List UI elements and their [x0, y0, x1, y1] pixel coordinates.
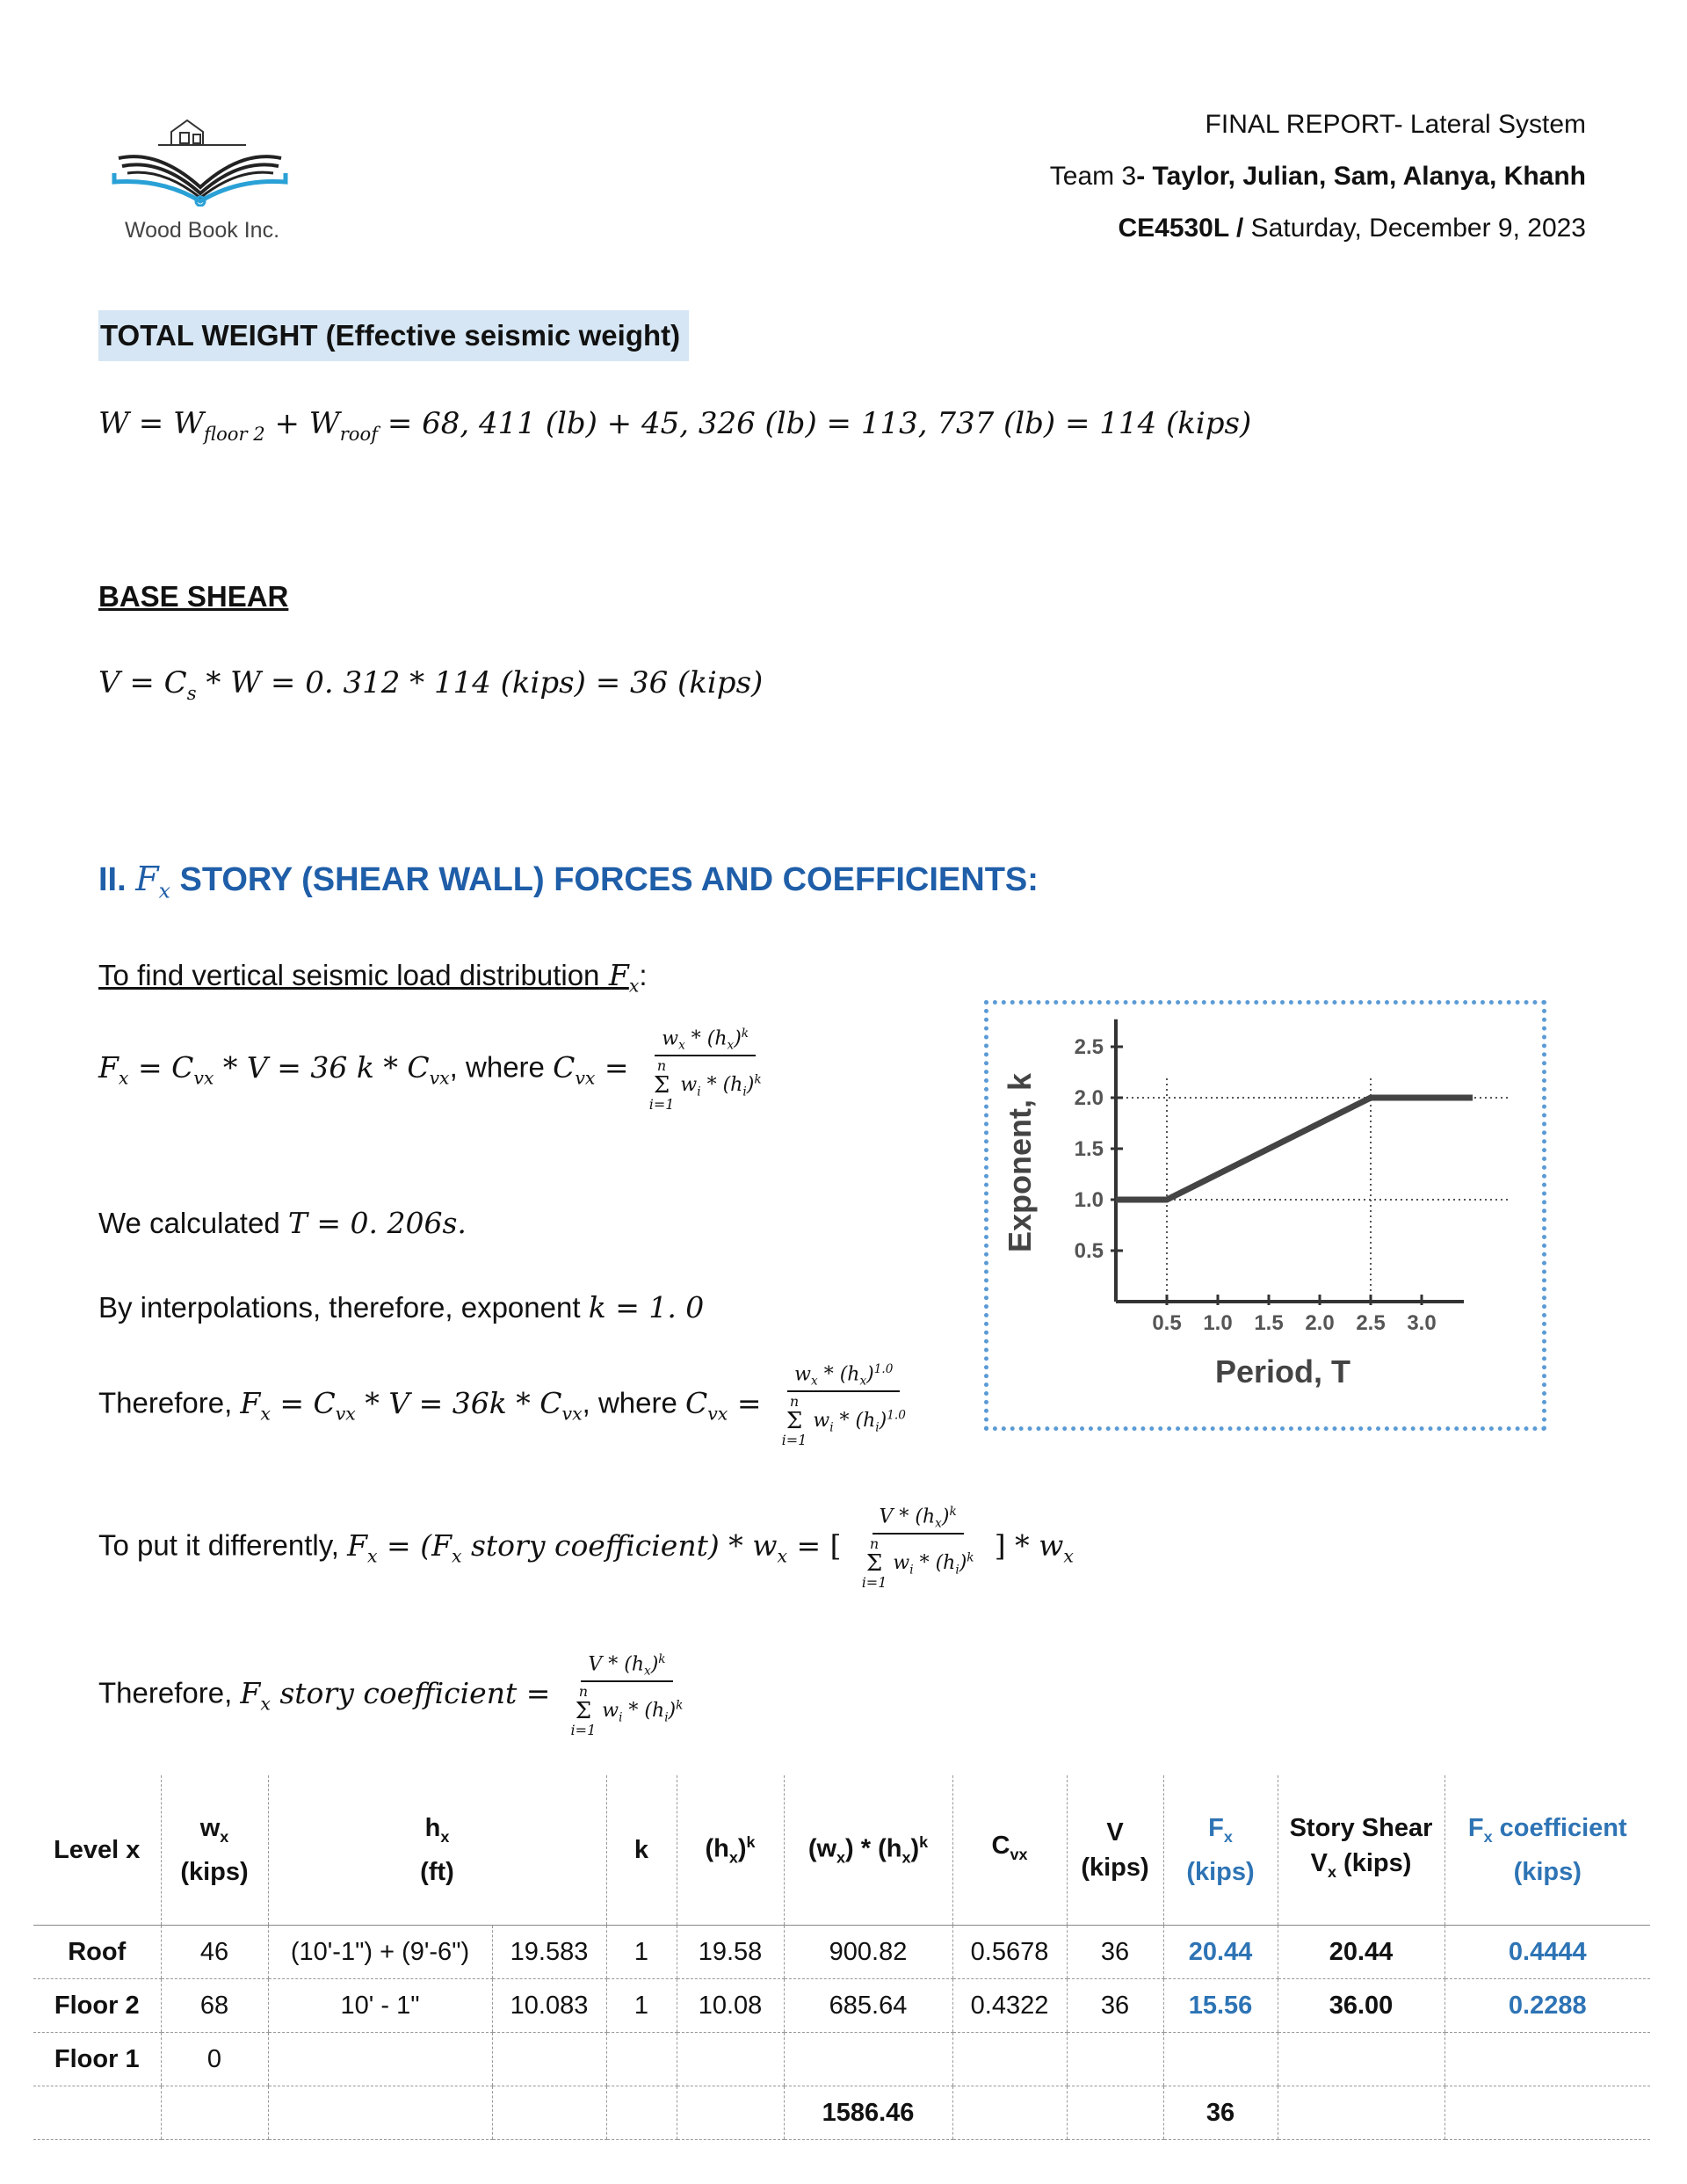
fx-coefficient-formula: Therefore, $F_x$ story coefficient = V * $(h_x)^k$ n Σ i=1 $w_i * (h_i)^k$	[98, 1652, 684, 1738]
col-k: k	[606, 1775, 677, 1926]
col-wx: $w_x$ (kips)	[161, 1775, 268, 1926]
cell-cvx: 0.4322	[952, 1979, 1067, 2033]
total-weight-title: TOTAL WEIGHT (Effective seismic weight)	[98, 310, 689, 361]
cell-wxhxk: 685.64	[784, 1979, 952, 2033]
total-weight-equation: $W = W_{floor 2} + W_{roof} = 68$, 411 (lb) + 45, 326 (lb) = 113, 737 (lb) = 114 (kips)	[98, 406, 1252, 445]
col-fx: $F_x$ (kips)	[1163, 1775, 1278, 1926]
cell-wxhxk	[784, 2033, 952, 2086]
cell-wx: 68	[161, 1979, 268, 2033]
col-fx-coefficient: $F_x$ coefficient (kips)	[1444, 1775, 1650, 1926]
logo-text: Wood Book Inc.	[124, 218, 280, 243]
chart-x-tick-label: 2.5	[1356, 1311, 1386, 1335]
chart-x-tick-label: 1.5	[1254, 1311, 1284, 1335]
cell-k: 1	[606, 1926, 677, 1979]
cell-wx: 46	[161, 1926, 268, 1979]
chart-x-tick-label: 2.0	[1305, 1311, 1335, 1335]
cell-vx	[1278, 2033, 1444, 2086]
cell-fx	[1163, 2033, 1278, 2086]
base-shear-title: BASE SHEAR	[98, 580, 289, 613]
cell-v: 36	[1067, 1926, 1163, 1979]
logo	[110, 110, 294, 242]
cell-vx: 20.44	[1278, 1926, 1444, 1979]
col-hxk: $(h_x)^k$	[677, 1775, 784, 1926]
vertical-distribution-intro: To find vertical seismic load distribution $F_x$:	[98, 958, 648, 997]
total-wxhxk: 1586.46	[784, 2086, 952, 2140]
total-fx: 36	[1163, 2086, 1278, 2140]
cell-level: Floor 2	[33, 1979, 161, 2033]
cell-empty	[268, 2086, 492, 2140]
cell-empty	[33, 2086, 161, 2140]
cell-empty	[677, 2086, 784, 2140]
cell-v: 36	[1067, 1979, 1163, 2033]
table-row	[33, 2033, 1650, 2086]
cell-coef: 0.4444	[1444, 1926, 1650, 1979]
col-wxhxk: $(w_x) * (h_x)^k$	[784, 1775, 952, 1926]
col-story-shear: Story Shear $V_x$ (kips)	[1278, 1775, 1444, 1926]
cell-hx-expr	[268, 2033, 492, 2086]
col-cvx: $C_{vx}$	[952, 1775, 1067, 1926]
chart-x-tick-label: 1.0	[1203, 1311, 1233, 1335]
cell-wxhxk: 900.82	[784, 1926, 952, 1979]
chart-x-axis-label: Period, T	[1214, 1353, 1351, 1389]
cell-vx: 36.00	[1278, 1979, 1444, 2033]
cell-hx-expr: 10' - 1"	[268, 1979, 492, 2033]
cell-empty	[161, 2086, 268, 2140]
course-date-line: CE4530L / Saturday, December 9, 2023	[1118, 214, 1586, 243]
table-row	[33, 1979, 1650, 2033]
exponent-statement: By interpolations, therefore, exponent k = 1. 0	[98, 1290, 705, 1324]
table-header-row	[33, 1775, 1650, 1926]
cell-empty	[606, 2086, 677, 2140]
table-totals-row	[33, 2086, 1650, 2140]
cell-hx-expr: (10'-1") + (9'-6")	[268, 1926, 492, 1979]
chart-y-tick-label: 2.5	[1074, 1035, 1104, 1059]
cell-level: Floor 1	[33, 2033, 161, 2086]
cell-empty	[1278, 2086, 1444, 2140]
team-line: Team 3- Taylor, Julian, Sam, Alanya, Khanh	[1049, 162, 1586, 191]
cell-cvx	[952, 2033, 1067, 2086]
chart-y-axis-label: Exponent, k	[1002, 1072, 1038, 1253]
cell-hx: 19.583	[492, 1926, 606, 1979]
section-2-heading: II. $F_x$ STORY (SHEAR WALL) FORCES AND COEFFICIENTS:	[98, 860, 1039, 903]
report-title: FINAL REPORT- Lateral System	[1205, 110, 1586, 139]
cell-fx: 15.56	[1163, 1979, 1278, 2033]
base-shear-equation: $V = C_s * W = 0$. 312 * 114 (kips) = 36 (kips)	[98, 665, 764, 704]
cell-empty	[492, 2086, 606, 2140]
fx-formula: $F_x = C_{vx} * V = 36$ k * $C_{vx}$, where $C_{vx}$ = $w_x * (h_x)^k$ n Σ i=1 $w_i * (h_i)^k$	[98, 1027, 762, 1113]
fx-coefficient-relation: To put it differently, $F_x = (F_x$ story coefficient) * $w_x$ = [ V * $(h_x)^k$ n Σ i=1 $w_i * (h_i)^k$ ] * $w_x$	[98, 1505, 1074, 1591]
fx-formula-k1: Therefore, $F_x = C_{vx} * V = 36k * C_{vx}$, where $C_{vx}$ = $w_x * (h_x)^{1.0}$ n Σ i=1 $w_i * (h_i)^{1.0}$	[98, 1362, 906, 1448]
col-level: Level x	[33, 1775, 161, 1926]
cell-hxk: 10.08	[677, 1979, 784, 2033]
chart-y-tick-label: 0.5	[1074, 1239, 1104, 1263]
cell-empty	[1067, 2086, 1163, 2140]
cell-v	[1067, 2033, 1163, 2086]
story-forces-table	[33, 1775, 1650, 2140]
cell-coef: 0.2288	[1444, 1979, 1650, 2033]
col-v: V (kips)	[1067, 1775, 1163, 1926]
period-statement: We calculated T = 0. 206s.	[98, 1206, 467, 1240]
table-row	[33, 1926, 1650, 1979]
cell-k: 1	[606, 1979, 677, 2033]
cell-k	[606, 2033, 677, 2086]
chart-y-tick-label: 1.5	[1074, 1137, 1104, 1161]
exponent-chart	[984, 1000, 1546, 1431]
chart-x-tick-label: 3.0	[1407, 1311, 1437, 1335]
cell-hx	[492, 2033, 606, 2086]
cell-empty	[1444, 2086, 1650, 2140]
exponent-chart-svg	[988, 1005, 1542, 1426]
chart-x-tick-label: 0.5	[1152, 1311, 1182, 1335]
cell-level: Roof	[33, 1926, 161, 1979]
chart-series-line	[1116, 1098, 1473, 1200]
cell-cvx: 0.5678	[952, 1926, 1067, 1979]
cell-hx: 10.083	[492, 1979, 606, 2033]
cell-coef	[1444, 2033, 1650, 2086]
cell-wx: 0	[161, 2033, 268, 2086]
book-house-logo-icon	[110, 110, 294, 207]
cell-hxk: 19.58	[677, 1926, 784, 1979]
col-hx: $h_x$ (ft)	[268, 1775, 606, 1926]
cell-fx: 20.44	[1163, 1926, 1278, 1979]
cell-hxk	[677, 2033, 784, 2086]
cell-empty	[952, 2086, 1067, 2140]
chart-y-tick-label: 2.0	[1074, 1086, 1104, 1110]
chart-y-tick-label: 1.0	[1074, 1188, 1104, 1212]
